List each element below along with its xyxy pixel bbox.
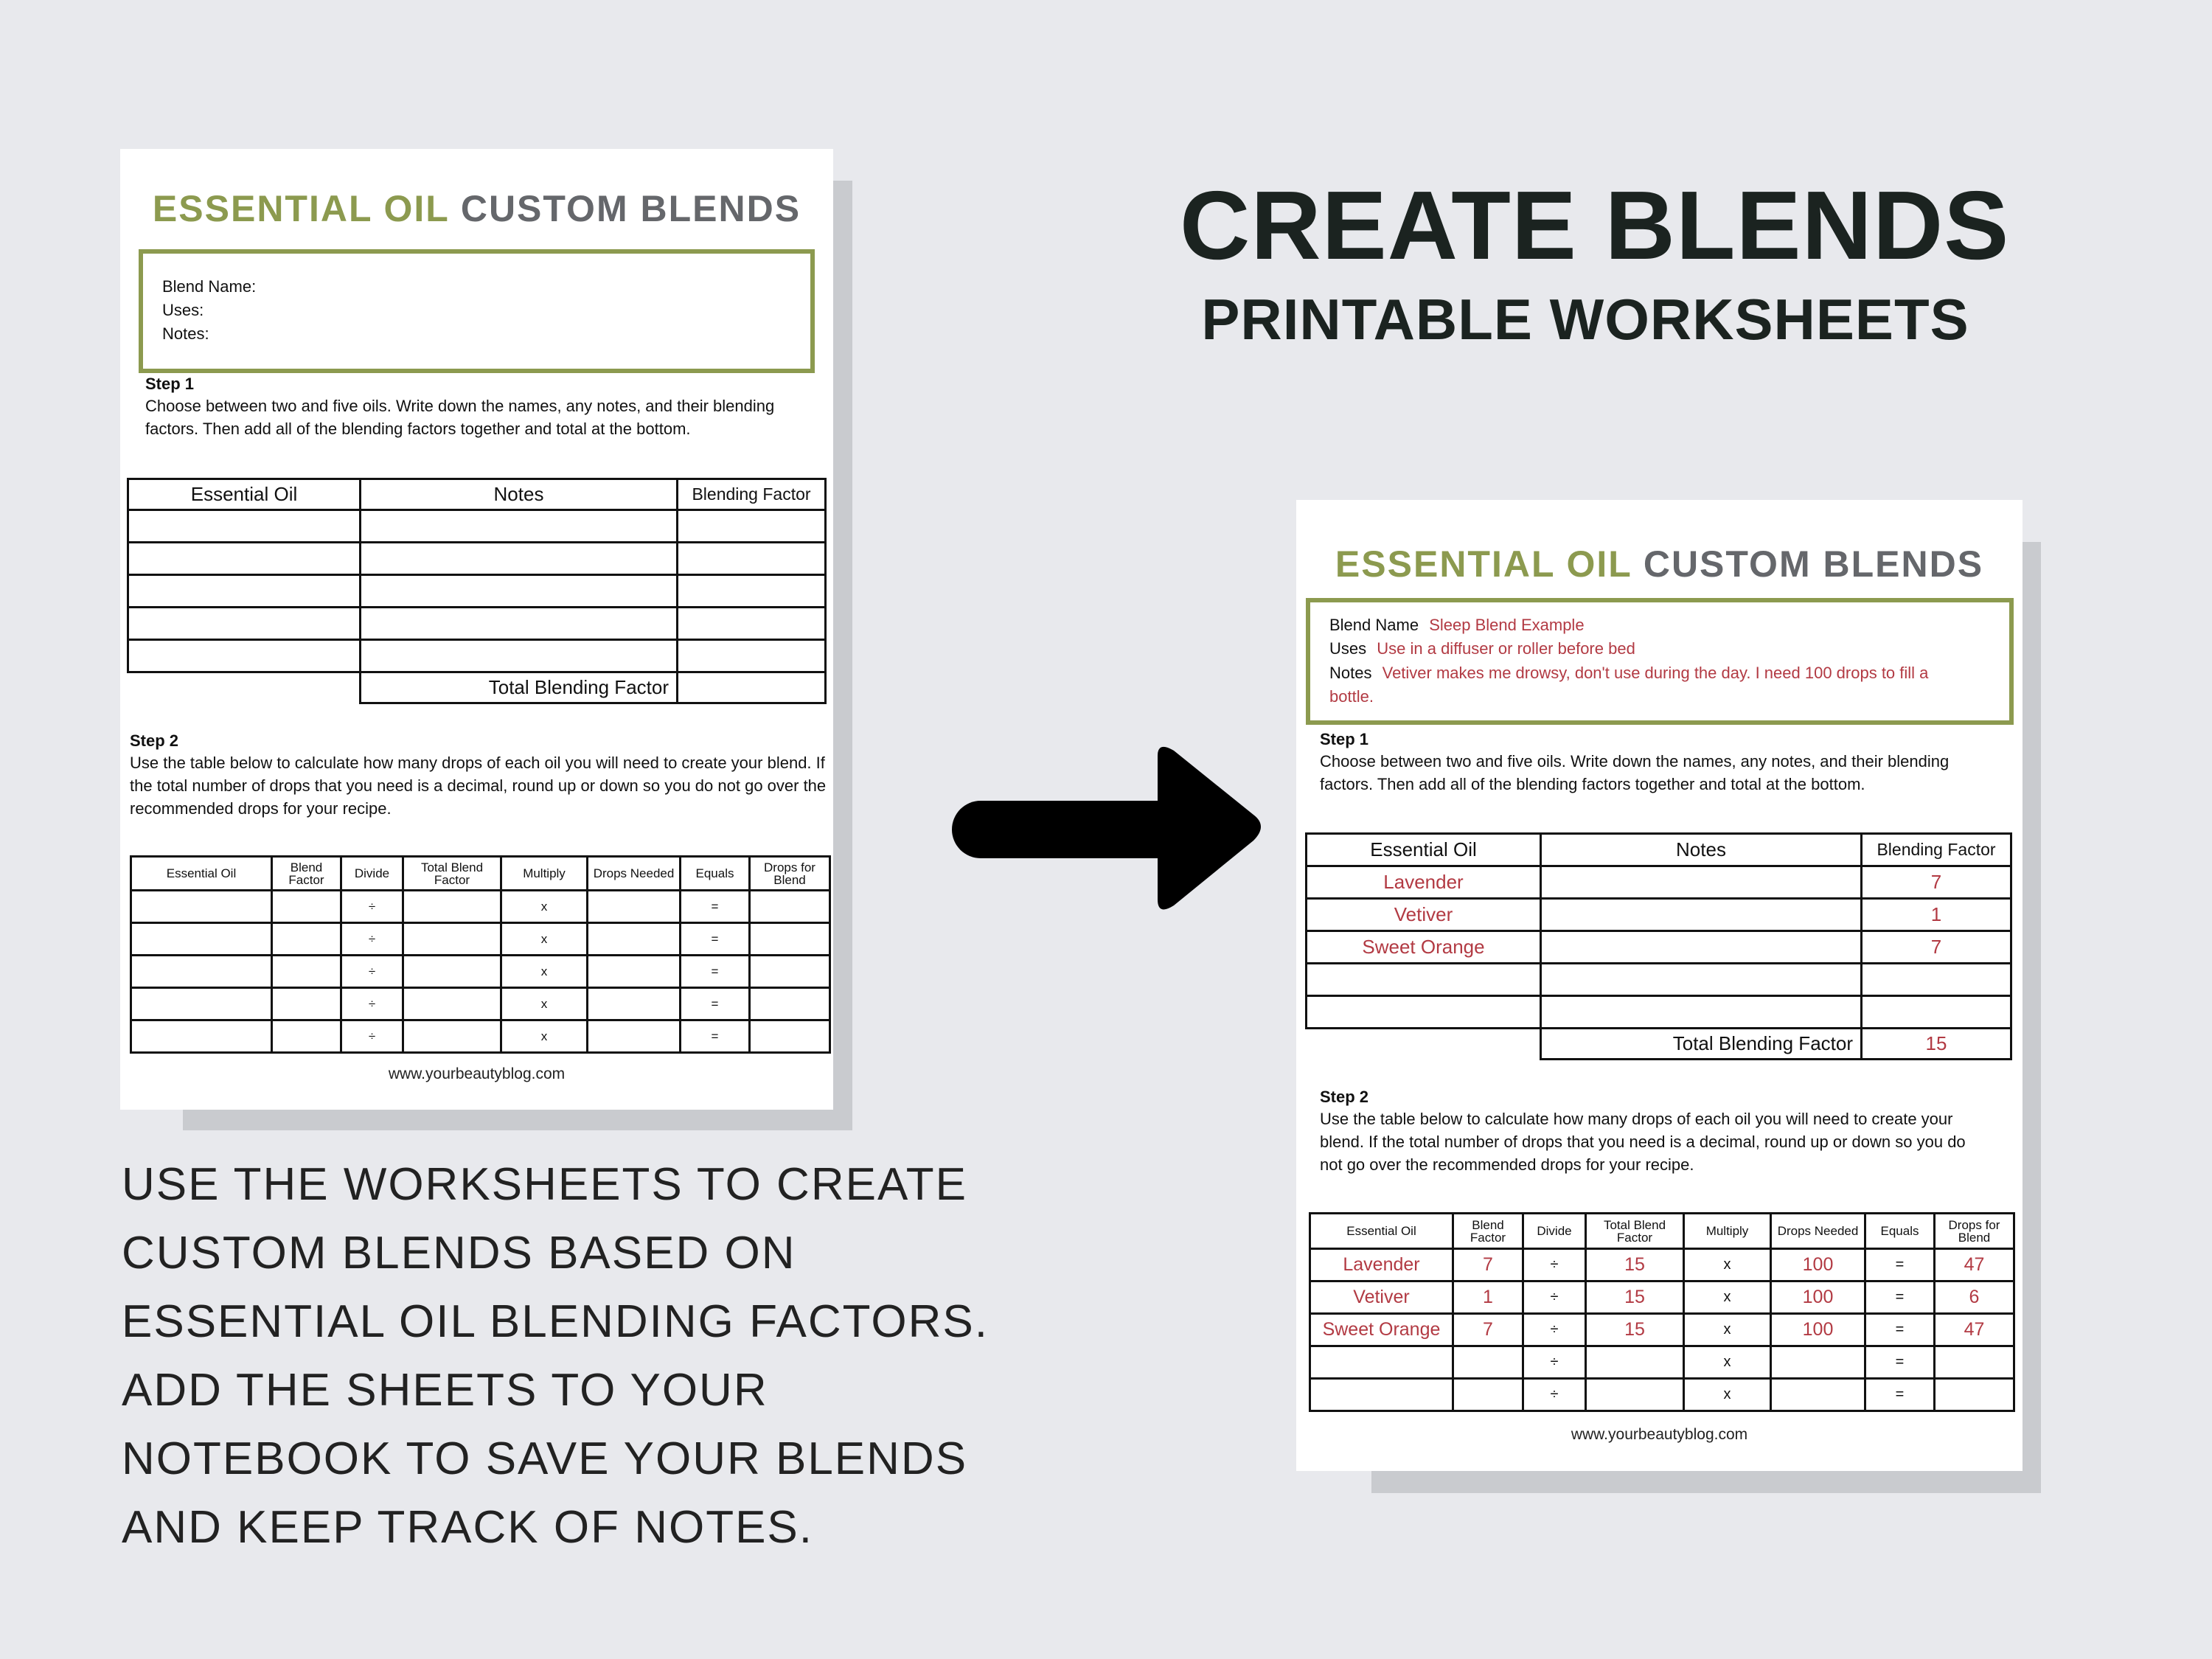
needed-cell[interactable]	[588, 1020, 681, 1053]
header-equals: Equals	[681, 857, 750, 891]
factor-cell[interactable]	[272, 988, 341, 1020]
description-line: NOTEBOOK TO SAVE YOUR BLENDS	[122, 1433, 968, 1484]
equals-sign: =	[681, 1020, 750, 1053]
oil-cell[interactable]: Vetiver	[1307, 899, 1541, 931]
oil-cell[interactable]	[131, 956, 272, 988]
oil-cell[interactable]	[131, 891, 272, 923]
table-row	[128, 640, 826, 672]
description-line: CUSTOM BLENDS BASED ON	[122, 1228, 796, 1279]
header-essential-oil: Essential Oil	[128, 479, 361, 510]
divide-sign: ÷	[1523, 1346, 1586, 1379]
notes-label: Notes	[1329, 664, 1372, 682]
oil-cell[interactable]: Sweet Orange	[1307, 931, 1541, 964]
table-row	[1307, 964, 2011, 996]
example-worksheet	[1296, 500, 2023, 1471]
notes-cell[interactable]	[361, 608, 678, 640]
total-row	[1307, 1029, 2011, 1060]
result-cell[interactable]: 47	[1935, 1249, 2014, 1281]
table-row	[131, 956, 830, 988]
uses-label: Uses:	[162, 301, 204, 319]
table-row	[1310, 1379, 2014, 1411]
table-row	[1310, 1314, 2014, 1346]
oil-cell[interactable]	[128, 608, 361, 640]
factor-cell[interactable]: 7	[1453, 1249, 1523, 1281]
table-row	[128, 510, 826, 543]
drops-calculation-table	[1309, 1212, 2015, 1412]
blend-info-box	[1306, 598, 2014, 725]
headline-title: CREATE BLENDS	[1180, 171, 2010, 279]
divide-sign: ÷	[1523, 1249, 1586, 1281]
step1-text: Choose between two and five oils. Write down the names, any notes, and their blending factors. Then add all of the blending factors together and total at the bottom.	[1320, 752, 1950, 794]
header-drops-for-blend: Drops for Blend	[1935, 1214, 2014, 1249]
oil-cell[interactable]: Sweet Orange	[1310, 1314, 1453, 1346]
factor-cell[interactable]	[678, 608, 826, 640]
blending-factor-table	[127, 478, 827, 704]
header-notes: Notes	[1541, 834, 1862, 866]
factor-cell[interactable]	[1862, 964, 2011, 996]
blend-name-row	[1329, 616, 1585, 635]
oil-cell[interactable]	[1307, 996, 1541, 1029]
needed-cell[interactable]: 100	[1771, 1314, 1865, 1346]
oil-cell[interactable]	[128, 543, 361, 575]
blending-factor-table	[1305, 832, 2012, 1060]
total-cell[interactable]	[403, 956, 501, 988]
description-line: USE THE WORKSHEETS TO CREATE	[122, 1159, 967, 1210]
equals-sign: =	[681, 923, 750, 956]
oil-cell[interactable]: Vetiver	[1310, 1281, 1453, 1314]
table-row	[128, 543, 826, 575]
oil-cell[interactable]: Lavender	[1310, 1249, 1453, 1281]
result-cell[interactable]	[750, 988, 830, 1020]
total-blending-factor-label: Total Blending Factor	[361, 672, 678, 703]
multiply-sign: x	[501, 891, 588, 923]
factor-cell[interactable]	[272, 891, 341, 923]
divide-sign: ÷	[341, 923, 403, 956]
uses-value: Use in a diffuser or roller before bed	[1377, 639, 1635, 658]
header-drops-needed: Drops Needed	[1771, 1214, 1865, 1249]
result-cell[interactable]	[750, 956, 830, 988]
multiply-sign: x	[1684, 1346, 1771, 1379]
table-row	[1307, 866, 2011, 899]
total-cell[interactable]	[403, 988, 501, 1020]
blend-name-value: Sleep Blend Example	[1429, 616, 1585, 634]
oil-cell[interactable]	[1307, 964, 1541, 996]
sheet-title: ESSENTIAL OIL CUSTOM BLENDS	[1335, 543, 1984, 585]
table-row	[1310, 1346, 2014, 1379]
result-cell[interactable]: 47	[1935, 1314, 2014, 1346]
oil-cell[interactable]	[131, 1020, 272, 1053]
header-blending-factor: Blending Factor	[1862, 834, 2011, 866]
total-cell[interactable]	[403, 923, 501, 956]
oil-cell[interactable]	[128, 510, 361, 543]
step2-text: Use the table below to calculate how many drops of each oil you will need to create your blend. If the total number of drops that you need is a decimal, round up or down so you do not go over the recommended drops for your recipe.	[130, 754, 827, 818]
header-multiply: Multiply	[501, 857, 588, 891]
header-drops-for-blend: Drops for Blend	[750, 857, 830, 891]
divide-sign: ÷	[1523, 1314, 1586, 1346]
header-divide: Divide	[341, 857, 403, 891]
notes-label: Notes:	[162, 324, 209, 343]
header-blend-factor: Blend Factor	[1453, 1214, 1523, 1249]
table-row	[1310, 1281, 2014, 1314]
step2-label: Step 2	[130, 731, 179, 750]
total-cell[interactable]: 15	[1586, 1314, 1684, 1346]
factor-cell[interactable]	[678, 510, 826, 543]
notes-cell[interactable]	[1541, 996, 1862, 1029]
equals-sign: =	[681, 891, 750, 923]
result-cell[interactable]	[1935, 1379, 2014, 1411]
total-row	[128, 672, 826, 703]
header-essential-oil: Essential Oil	[131, 857, 272, 891]
header-total-blend-factor: Total Blend Factor	[1586, 1214, 1684, 1249]
oil-cell[interactable]	[128, 640, 361, 672]
divide-sign: ÷	[1523, 1379, 1586, 1411]
total-value-cell[interactable]	[678, 672, 826, 703]
divide-sign: ÷	[341, 956, 403, 988]
notes-value-continued: bottle.	[1329, 687, 1374, 706]
uses-row	[1329, 639, 1635, 658]
multiply-sign: x	[1684, 1314, 1771, 1346]
equals-sign: =	[1865, 1314, 1935, 1346]
multiply-sign: x	[1684, 1379, 1771, 1411]
header-notes: Notes	[361, 479, 678, 510]
factor-cell[interactable]	[678, 640, 826, 672]
blend-name-label: Blend Name	[1329, 616, 1419, 634]
equals-sign: =	[681, 988, 750, 1020]
oil-cell[interactable]	[1310, 1346, 1453, 1379]
equals-sign: =	[1865, 1379, 1935, 1411]
total-cell[interactable]	[1586, 1346, 1684, 1379]
notes-cell[interactable]	[1541, 964, 1862, 996]
total-value-cell[interactable]: 15	[1862, 1029, 2011, 1060]
step1-label: Step 1	[145, 375, 195, 393]
notes-cell[interactable]	[1541, 866, 1862, 899]
empty-cell	[1307, 1029, 1541, 1060]
multiply-sign: x	[1684, 1281, 1771, 1314]
blend-info-box	[139, 249, 815, 373]
multiply-sign: x	[501, 988, 588, 1020]
header-blend-factor: Blend Factor	[272, 857, 341, 891]
needed-cell[interactable]: 100	[1771, 1249, 1865, 1281]
equals-sign: =	[1865, 1281, 1935, 1314]
needed-cell[interactable]: 100	[1771, 1281, 1865, 1314]
factor-cell[interactable]: 1	[1862, 899, 2011, 931]
total-cell[interactable]	[403, 891, 501, 923]
result-cell[interactable]	[1935, 1346, 2014, 1379]
table-row	[1307, 899, 2011, 931]
website-url: www.yourbeautyblog.com	[388, 1065, 566, 1082]
divide-sign: ÷	[341, 988, 403, 1020]
divide-sign: ÷	[341, 1020, 403, 1053]
header-total-blend-factor: Total Blend Factor	[403, 857, 501, 891]
oil-cell[interactable]	[128, 575, 361, 608]
equals-sign: =	[681, 956, 750, 988]
factor-cell[interactable]	[678, 543, 826, 575]
table-row	[1307, 996, 2011, 1029]
total-cell[interactable]: 15	[1586, 1249, 1684, 1281]
equals-sign: =	[1865, 1249, 1935, 1281]
header-essential-oil: Essential Oil	[1310, 1214, 1453, 1249]
empty-cell	[128, 672, 361, 703]
notes-cell[interactable]	[1541, 931, 1862, 964]
total-cell[interactable]: 15	[1586, 1281, 1684, 1314]
factor-cell[interactable]: 7	[1453, 1314, 1523, 1346]
table-row	[128, 575, 826, 608]
headline-subtitle: PRINTABLE WORKSHEETS	[1201, 287, 1969, 352]
header-drops-needed: Drops Needed	[588, 857, 681, 891]
divide-sign: ÷	[1523, 1281, 1586, 1314]
table-row	[131, 923, 830, 956]
notes-cell[interactable]	[361, 575, 678, 608]
uses-label: Uses	[1329, 639, 1367, 658]
multiply-sign: x	[501, 956, 588, 988]
table-row	[131, 1020, 830, 1053]
divide-sign: ÷	[341, 891, 403, 923]
description-text	[122, 1150, 990, 1562]
notes-cell[interactable]	[361, 510, 678, 543]
notes-cell[interactable]	[361, 640, 678, 672]
description-line: AND KEEP TRACK OF NOTES.	[122, 1502, 814, 1553]
table-row	[131, 891, 830, 923]
factor-cell[interactable]	[272, 1020, 341, 1053]
result-cell[interactable]	[750, 923, 830, 956]
needed-cell[interactable]	[1771, 1379, 1865, 1411]
oil-cell[interactable]	[131, 923, 272, 956]
factor-cell[interactable]	[1453, 1379, 1523, 1411]
factor-cell[interactable]	[1862, 996, 2011, 1029]
oil-cell[interactable]	[1310, 1379, 1453, 1411]
header-divide: Divide	[1523, 1214, 1586, 1249]
factor-cell[interactable]	[272, 956, 341, 988]
table-row	[131, 988, 830, 1020]
multiply-sign: x	[501, 923, 588, 956]
result-cell[interactable]	[750, 891, 830, 923]
description-line: ADD THE SHEETS TO YOUR	[122, 1365, 768, 1416]
equals-sign: =	[1865, 1346, 1935, 1379]
factor-cell[interactable]: 7	[1862, 931, 2011, 964]
description-line: ESSENTIAL OIL BLENDING FACTORS.	[122, 1296, 990, 1347]
result-cell[interactable]	[750, 1020, 830, 1053]
header-blending-factor: Blending Factor	[678, 479, 826, 510]
step1-text: Choose between two and five oils. Write down the names, any notes, and their blending factors. Then add all of the blending factors together and total at the bottom.	[145, 397, 775, 439]
sheet-title: ESSENTIAL OIL CUSTOM BLENDS	[152, 188, 801, 229]
table-row	[128, 608, 826, 640]
needed-cell[interactable]	[588, 891, 681, 923]
factor-cell[interactable]	[678, 575, 826, 608]
header-multiply: Multiply	[1684, 1214, 1771, 1249]
blend-name-label: Blend Name:	[162, 277, 257, 296]
needed-cell[interactable]	[588, 988, 681, 1020]
multiply-sign: x	[1684, 1249, 1771, 1281]
needed-cell[interactable]	[1771, 1346, 1865, 1379]
step2-label: Step 2	[1320, 1088, 1369, 1106]
factor-cell[interactable]: 1	[1453, 1281, 1523, 1314]
notes-row	[1329, 664, 1928, 683]
header-equals: Equals	[1865, 1214, 1935, 1249]
needed-cell[interactable]	[588, 956, 681, 988]
factor-cell[interactable]	[272, 923, 341, 956]
needed-cell[interactable]	[588, 923, 681, 956]
notes-cell[interactable]	[361, 543, 678, 575]
notes-value: Vetiver makes me drowsy, don't use during the day. I need 100 drops to fill a	[1382, 664, 1929, 682]
oil-cell[interactable]: Lavender	[1307, 866, 1541, 899]
result-cell[interactable]: 6	[1935, 1281, 2014, 1314]
oil-cell[interactable]	[131, 988, 272, 1020]
factor-cell[interactable]	[1453, 1346, 1523, 1379]
table-row	[1310, 1249, 2014, 1281]
right-arrow-icon	[944, 737, 1283, 929]
multiply-sign: x	[501, 1020, 588, 1053]
total-cell[interactable]	[403, 1020, 501, 1053]
drops-calculation-table	[130, 855, 831, 1054]
step1-label: Step 1	[1320, 730, 1369, 748]
step2-text: Use the table below to calculate how many drops of each oil you will need to create your blend. If the total number of drops that you need is a decimal, round up or down so you do not go over the recommended drops for your recipe.	[1320, 1110, 1966, 1175]
header-essential-oil: Essential Oil	[1307, 834, 1541, 866]
blank-worksheet	[120, 149, 833, 1110]
factor-cell[interactable]: 7	[1862, 866, 2011, 899]
total-cell[interactable]	[1586, 1379, 1684, 1411]
table-row	[1307, 931, 2011, 964]
website-url: www.yourbeautyblog.com	[1571, 1426, 1748, 1443]
total-blending-factor-label: Total Blending Factor	[1541, 1029, 1862, 1060]
notes-cell[interactable]	[1541, 899, 1862, 931]
